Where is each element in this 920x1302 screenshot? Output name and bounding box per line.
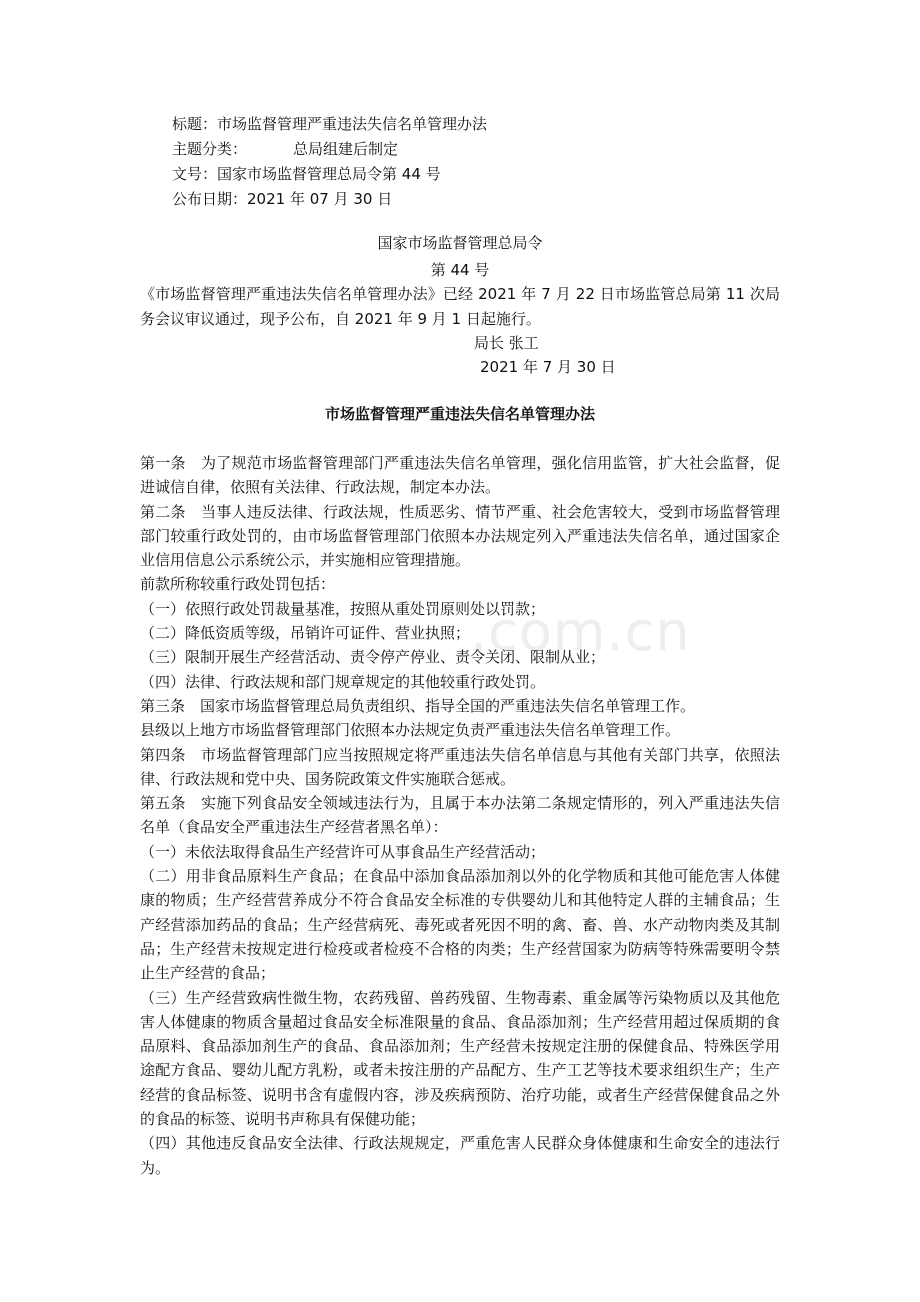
watermark: .com.cn <box>470 600 691 663</box>
paragraph: 第二条 当事人违反法律、行政法规，性质恶劣、情节严重、社会危害较大，受到市场监督管理部门较重行政处罚的，由市场监督管理部门依照本办法规定列入严重违法失信名单，通过国家企业信用信息公示系统公示，并实施相应管理措施。 <box>140 502 780 570</box>
order-date: 2021 年 7 月 30 日 <box>480 358 616 376</box>
paragraph: （一）依照行政处罚裁量基准，按照从重处罚原则处以罚款； <box>140 599 546 618</box>
document-body <box>140 451 780 1180</box>
paragraph: （四）法律、行政法规和部门规章规定的其他较重行政处罚。 <box>140 672 546 691</box>
paragraph: （三）生产经营致病性微生物，农药残留、兽药残留、生物毒素、重金属等污染物质以及其他危害人体健康的物质含量超过食品安全标准限量的食品、食品添加剂；生产经营用超过保质期的食品原料、食品添加剂生产的食品、食品添加剂；生产经营未按规定注册的保健食品、特殊医学用途配方食品、婴幼儿配方乳粉，或者未按注册的产品配方、生产工艺等技术要求组织生产；生产经营的食品标签、说明书含有虚假内容，涉及疾病预防、治疗功能，或者生产经营保健食品之外的食品的标签、说明书声称具有保健功能； <box>140 988 780 1129</box>
paragraph: 前款所称较重行政处罚包括： <box>140 575 336 594</box>
paragraph: 第三条 国家市场监督管理总局负责组织、指导全国的严重违法失信名单管理工作。 <box>140 696 696 715</box>
order-signer: 局长 张工 <box>474 334 539 352</box>
meta-category-label: 主题分类： <box>172 140 248 158</box>
paragraph: （四）其他违反食品安全法律、行政法规规定，严重危害人民群众身体健康和生命安全的违法行为。 <box>140 1134 780 1177</box>
meta-category-value: 总局组建后制定 <box>293 140 399 158</box>
meta-title: 标题：市场监督管理严重违法失信名单管理办法 <box>172 115 488 133</box>
paragraph: 县级以上地方市场监督管理部门依照本办法规定负责严重违法失信名单管理工作。 <box>140 721 681 740</box>
document-title: 市场监督管理严重违法失信名单管理办法 <box>324 405 595 423</box>
paragraph: 第五条 实施下列食品安全领域违法行为，且属于本办法第二条规定情形的，列入严重违法失信名单（食品安全严重违法生产经营者黑名单）： <box>140 794 780 837</box>
order-text: 《市场监督管理严重违法失信名单管理办法》已经 2021 年 7 月 22 日市场监管总局第 11 次局务会议审议通过，现予公布，自 2021 年 9 月 1 日起施行。 <box>140 285 780 328</box>
paragraph: 第四条 市场监督管理部门应当按照规定将严重违法失信名单信息与其他有关部门共享，依照法律、行政法规和党中央、国务院政策文件实施联合惩戒。 <box>140 745 780 788</box>
paragraph: （二）用非食品原料生产食品；在食品中添加食品添加剂以外的化学物质和其他可能危害人体健康的物质；生产经营营养成分不符合食品安全标准的专供婴幼儿和其他特定人群的主辅食品；生产经营添加药品的食品；生产经营病死、毒死或者死因不明的禽、畜、兽、水产动物肉类及其制品；生产经营未按规定进行检疫或者检疫不合格的肉类；生产经营国家为防病等特殊需要明令禁止生产经营的食品； <box>140 867 780 983</box>
paragraph: （一）未依法取得食品生产经营许可从事食品生产经营活动； <box>140 842 546 861</box>
meta-block <box>172 112 487 212</box>
meta-category <box>172 137 487 162</box>
paragraph: （二）降低资质等级，吊销许可证件、营业执照； <box>140 624 471 643</box>
order-number: 第 44 号 <box>430 261 490 279</box>
paragraph: （三）限制开展生产经营活动、责令停产停业、责令关闭、限制从业； <box>140 648 606 667</box>
meta-pub-date: 公布日期：2021 年 07 月 30 日 <box>172 190 393 208</box>
meta-doc-no: 文号：国家市场监督管理总局令第 44 号 <box>172 165 441 183</box>
paragraph: 第一条 为了规范市场监督管理部门严重违法失信名单管理，强化信用监管，扩大社会监督，促进诚信自律，依照有关法律、行政法规，制定本办法。 <box>140 454 780 497</box>
order-issuer: 国家市场监督管理总局令 <box>377 234 543 252</box>
